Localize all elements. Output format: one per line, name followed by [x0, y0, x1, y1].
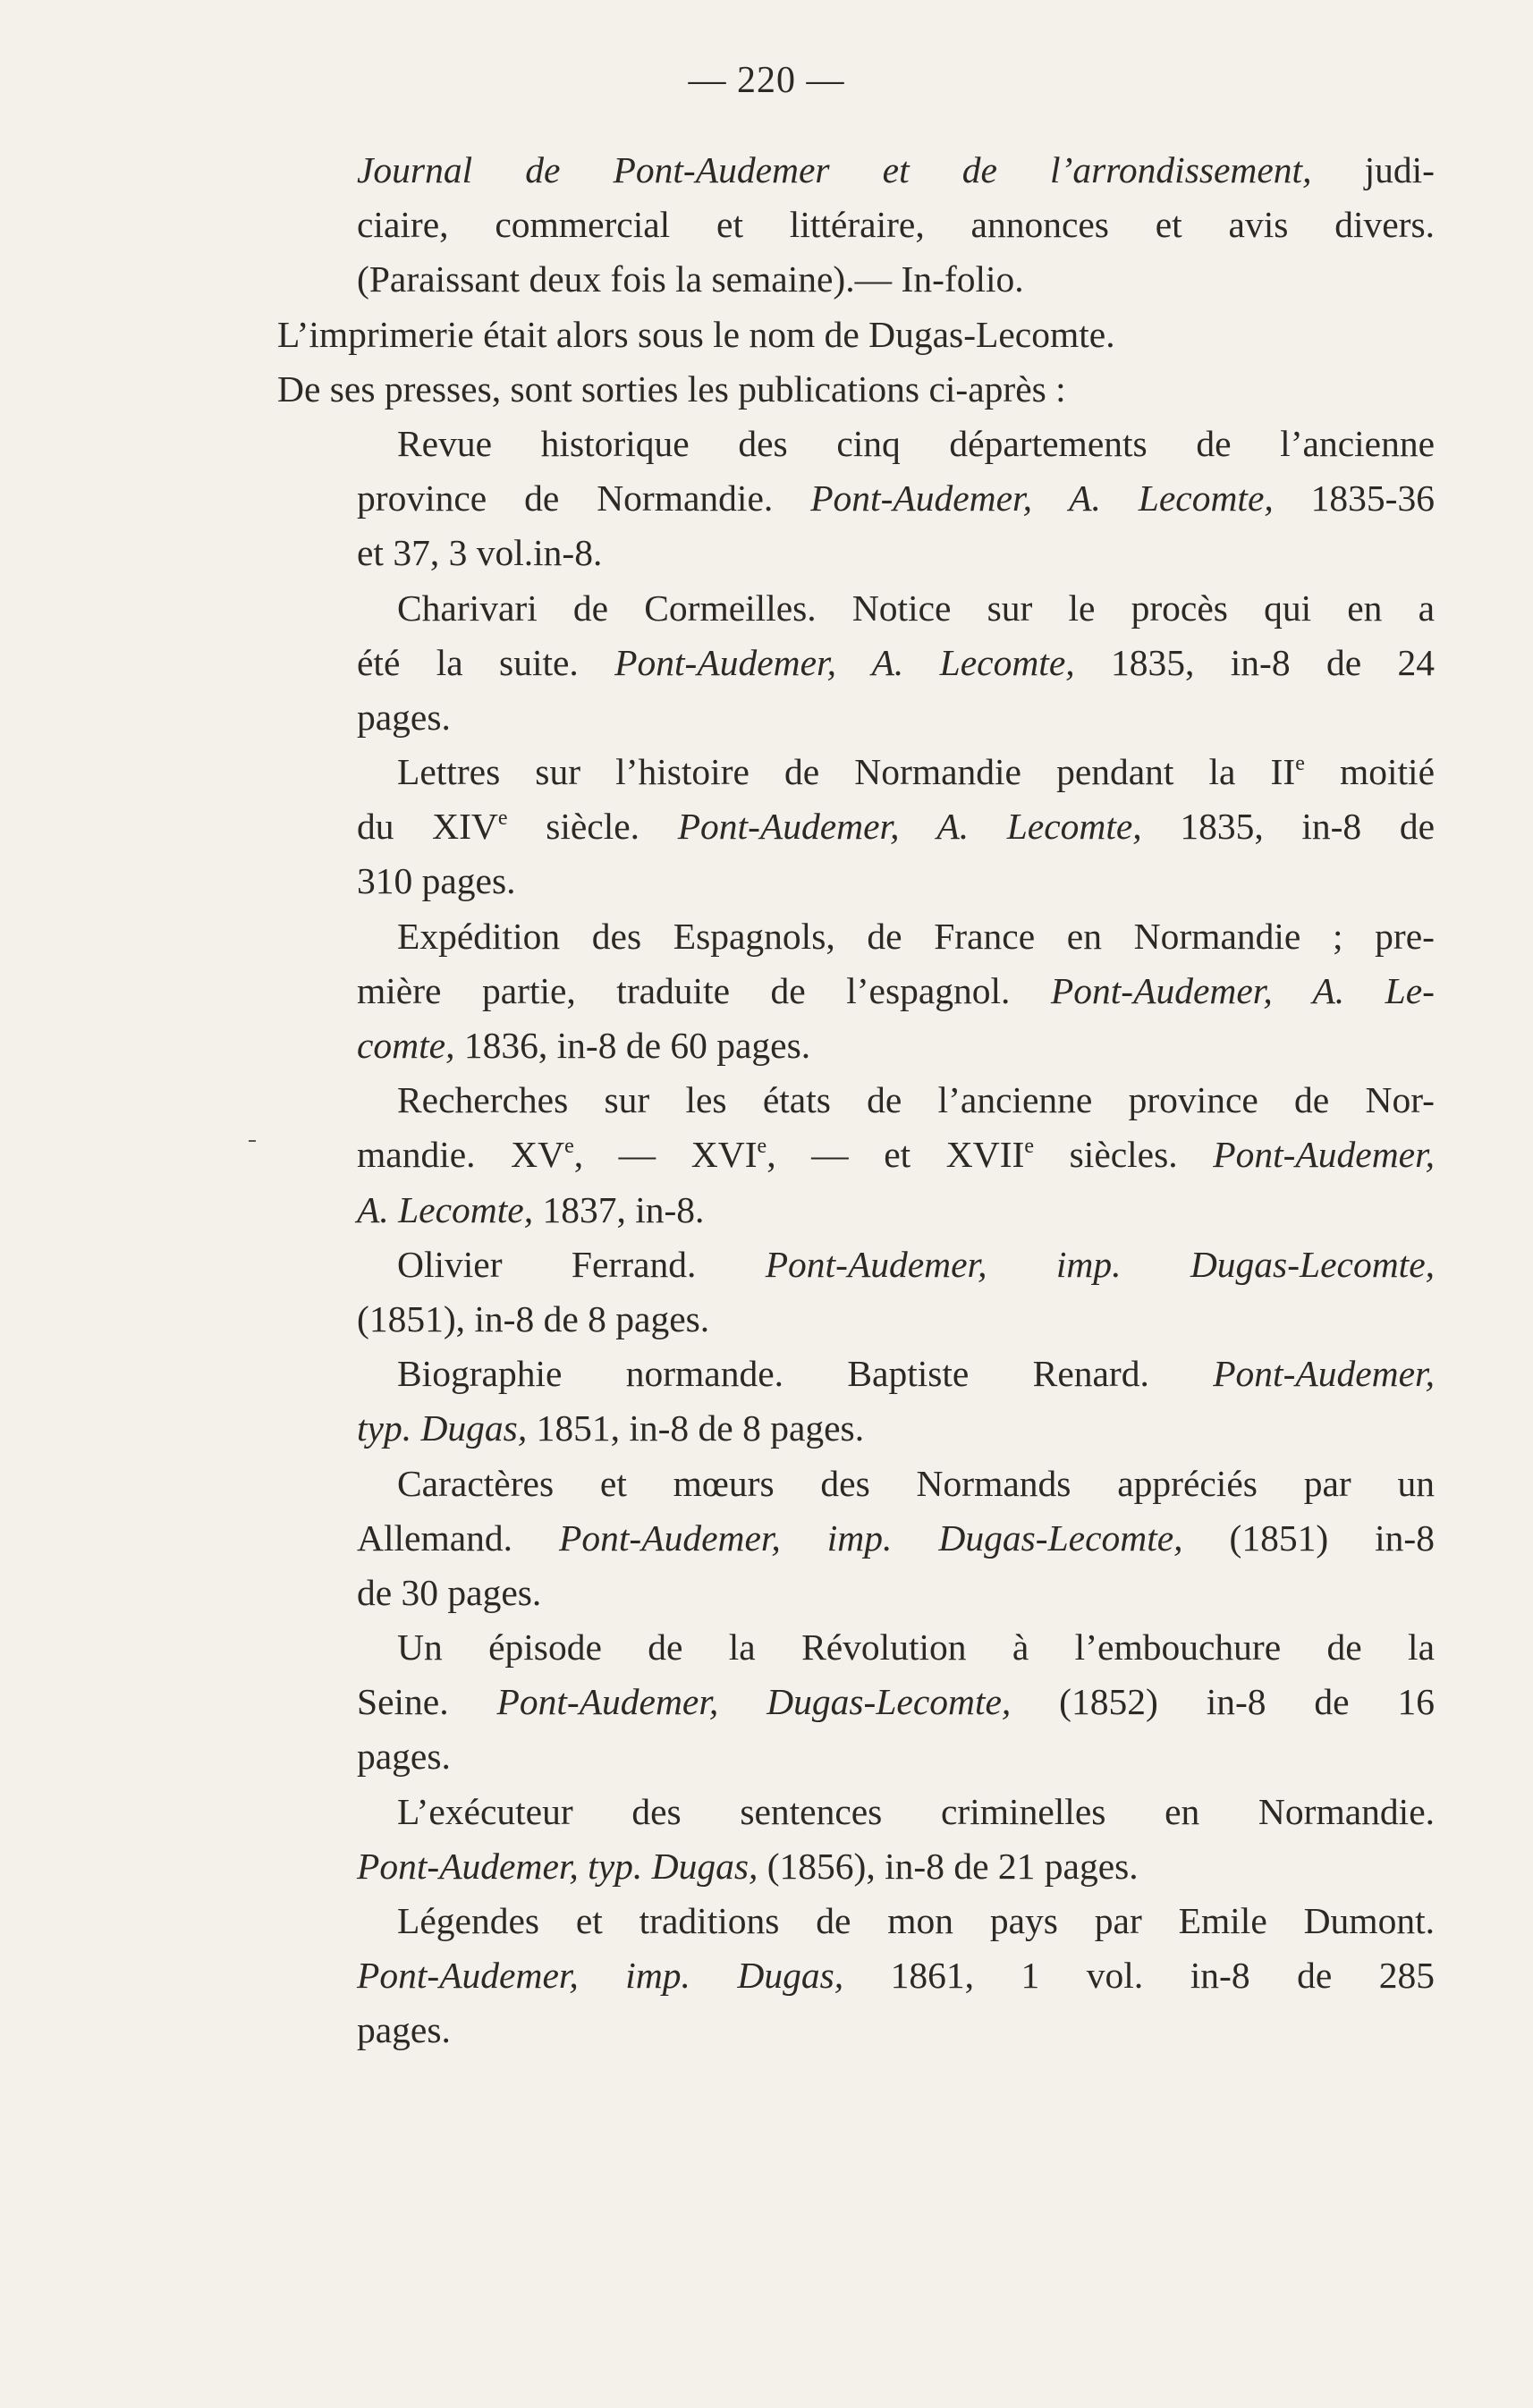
text-segment: et 37, 3 vol.in-8.	[357, 532, 603, 574]
text-segment: De ses presses, sont sorties les publications ci-après :	[277, 368, 1066, 410]
text-segment: 1835, in-8 de	[1141, 806, 1435, 848]
text-segment: siècle.	[507, 806, 678, 848]
text-line	[200, 471, 1435, 526]
text-segment: Seine.	[357, 1681, 497, 1723]
text-segment: Caractères et mœurs des Normands appréciés par un	[397, 1462, 1435, 1504]
italic-segment: Pont-Audemer,	[1213, 1353, 1435, 1395]
italic-segment: Journal de Pont-Audemer et de l’arrondissement,	[357, 149, 1312, 190]
text-segment: pages.	[357, 1736, 451, 1778]
text-segment: Recherches sur les états de l’ancienne province de Nor-	[397, 1079, 1435, 1121]
text-segment: L’exécuteur des sentences criminelles en Normandie.	[397, 1790, 1435, 1832]
italic-segment: A. Lecomte,	[357, 1188, 534, 1230]
italic-segment: Pont-Audemer, A. Le-	[1050, 969, 1435, 1011]
text-segment: Lettres sur l’histoire de Normandie pendant la II	[397, 751, 1296, 793]
italic-segment: Pont-Audemer, imp. Dugas-Lecomte,	[559, 1517, 1183, 1559]
text-line	[200, 1785, 1435, 1839]
text-segment: (1852) in-8 de 16	[1011, 1681, 1435, 1723]
text-segment: Revue historique des cinq départements de l’ancienne	[397, 422, 1435, 464]
text-line	[200, 1511, 1435, 1566]
italic-segment: Pont-Audemer, A. Lecomte,	[810, 477, 1274, 520]
italic-segment: typ. Dugas,	[357, 1407, 528, 1449]
text-segment: ciaire, commercial et littéraire, annonces et avis divers.	[357, 204, 1435, 246]
text-line	[200, 252, 1435, 307]
text-segment: 1836, in-8 de 60 pages.	[454, 1025, 811, 1066]
text-line	[200, 1347, 1435, 1401]
italic-segment: Pont-Audemer, imp. Dugas-Lecomte,	[765, 1243, 1435, 1285]
text-line	[200, 1948, 1435, 2003]
text-line	[200, 854, 1435, 908]
text-segment: Expédition des Espagnols, de France en Normandie ; pre-	[397, 915, 1435, 957]
bibliography-text	[200, 143, 1435, 2058]
text-line	[200, 1238, 1435, 1292]
text-segment: (1856), in-8 de 21 pages.	[758, 1845, 1139, 1887]
text-segment: moitié	[1304, 751, 1435, 793]
text-segment: (Paraissant deux fois la semaine).— In-folio.	[357, 258, 1024, 300]
text-segment: été la suite.	[357, 641, 615, 683]
text-segment: pages.	[357, 696, 451, 738]
italic-segment: Pont-Audemer,	[1213, 1134, 1436, 1176]
text-line	[200, 1839, 1435, 1894]
text-line	[200, 909, 1435, 964]
text-line	[200, 1018, 1435, 1073]
text-line	[200, 2003, 1435, 2057]
margin-mark	[249, 1140, 256, 1142]
text-segment: province de Normandie.	[357, 477, 811, 520]
italic-segment: comte,	[357, 1025, 455, 1066]
text-line	[200, 1128, 1435, 1182]
text-segment: , — XVI	[573, 1134, 758, 1176]
superscript: e	[757, 1135, 767, 1159]
text-line	[200, 417, 1435, 471]
italic-segment: Pont-Audemer, A. Lecomte,	[677, 806, 1142, 848]
text-line	[200, 1183, 1435, 1238]
superscript: e	[497, 807, 508, 831]
text-segment: Légendes et traditions de mon pays par Emile Dumont.	[397, 1900, 1435, 1941]
text-line	[200, 964, 1435, 1018]
text-line	[200, 1620, 1435, 1675]
text-segment: Olivier Ferrand.	[397, 1243, 766, 1285]
text-line	[200, 1292, 1435, 1347]
text-line	[200, 143, 1435, 198]
italic-segment: Pont-Audemer, imp. Dugas,	[357, 1955, 844, 1997]
text-line	[200, 308, 1435, 362]
text-segment: de 30 pages.	[357, 1571, 542, 1613]
text-segment: du XIV	[357, 806, 498, 848]
italic-segment: Pont-Audemer, A. Lecomte,	[614, 641, 1075, 683]
text-segment: mière partie, traduite de l’espagnol.	[357, 969, 1051, 1011]
text-line	[200, 362, 1435, 417]
text-segment: Allemand.	[357, 1517, 560, 1559]
text-segment: judi-	[1311, 149, 1435, 190]
italic-segment: Pont-Audemer, Dugas-Lecomte,	[496, 1681, 1012, 1723]
text-segment: 1851, in-8 de 8 pages.	[527, 1407, 865, 1449]
text-line	[200, 1675, 1435, 1729]
text-line	[200, 799, 1435, 854]
text-segment: 1861, 1 vol. in-8 de 285	[843, 1955, 1435, 1997]
text-line	[200, 690, 1435, 745]
text-line	[200, 745, 1435, 799]
text-segment: (1851) in-8	[1182, 1517, 1435, 1559]
italic-segment: Pont-Audemer, typ. Dugas,	[357, 1845, 758, 1887]
superscript: e	[564, 1135, 574, 1159]
text-segment: 310 pages.	[357, 860, 516, 902]
text-segment: 1835-36	[1273, 477, 1435, 520]
text-segment: 1835, in-8 de 24	[1074, 641, 1435, 683]
text-segment: 1837, in-8.	[533, 1188, 705, 1230]
text-line	[200, 636, 1435, 690]
text-line	[200, 1457, 1435, 1511]
text-segment: Un épisode de la Révolution à l’embouchure de la	[397, 1626, 1435, 1669]
text-segment: Biographie normande. Baptiste Renard.	[397, 1353, 1214, 1395]
text-segment: pages.	[357, 2009, 451, 2051]
text-segment: Charivari de Cormeilles. Notice sur le procès qui en a	[397, 587, 1435, 629]
text-line	[200, 1073, 1435, 1128]
text-segment: mandie. XV	[357, 1134, 565, 1176]
text-segment: (1851), in-8 de 8 pages.	[357, 1297, 710, 1339]
text-line	[200, 1729, 1435, 1784]
text-segment: L’imprimerie était alors sous le nom de Dugas-Lecomte.	[277, 313, 1115, 355]
superscript: e	[1024, 1135, 1035, 1159]
text-segment: siècles.	[1034, 1134, 1214, 1176]
text-line	[200, 526, 1435, 580]
text-line	[200, 1566, 1435, 1620]
text-line	[200, 581, 1435, 636]
superscript: e	[1295, 752, 1305, 776]
text-line	[200, 1894, 1435, 1948]
text-segment: , — et XVII	[766, 1134, 1025, 1176]
page-number: — 220 —	[688, 60, 845, 101]
text-line	[200, 198, 1435, 252]
text-line	[200, 1401, 1435, 1456]
